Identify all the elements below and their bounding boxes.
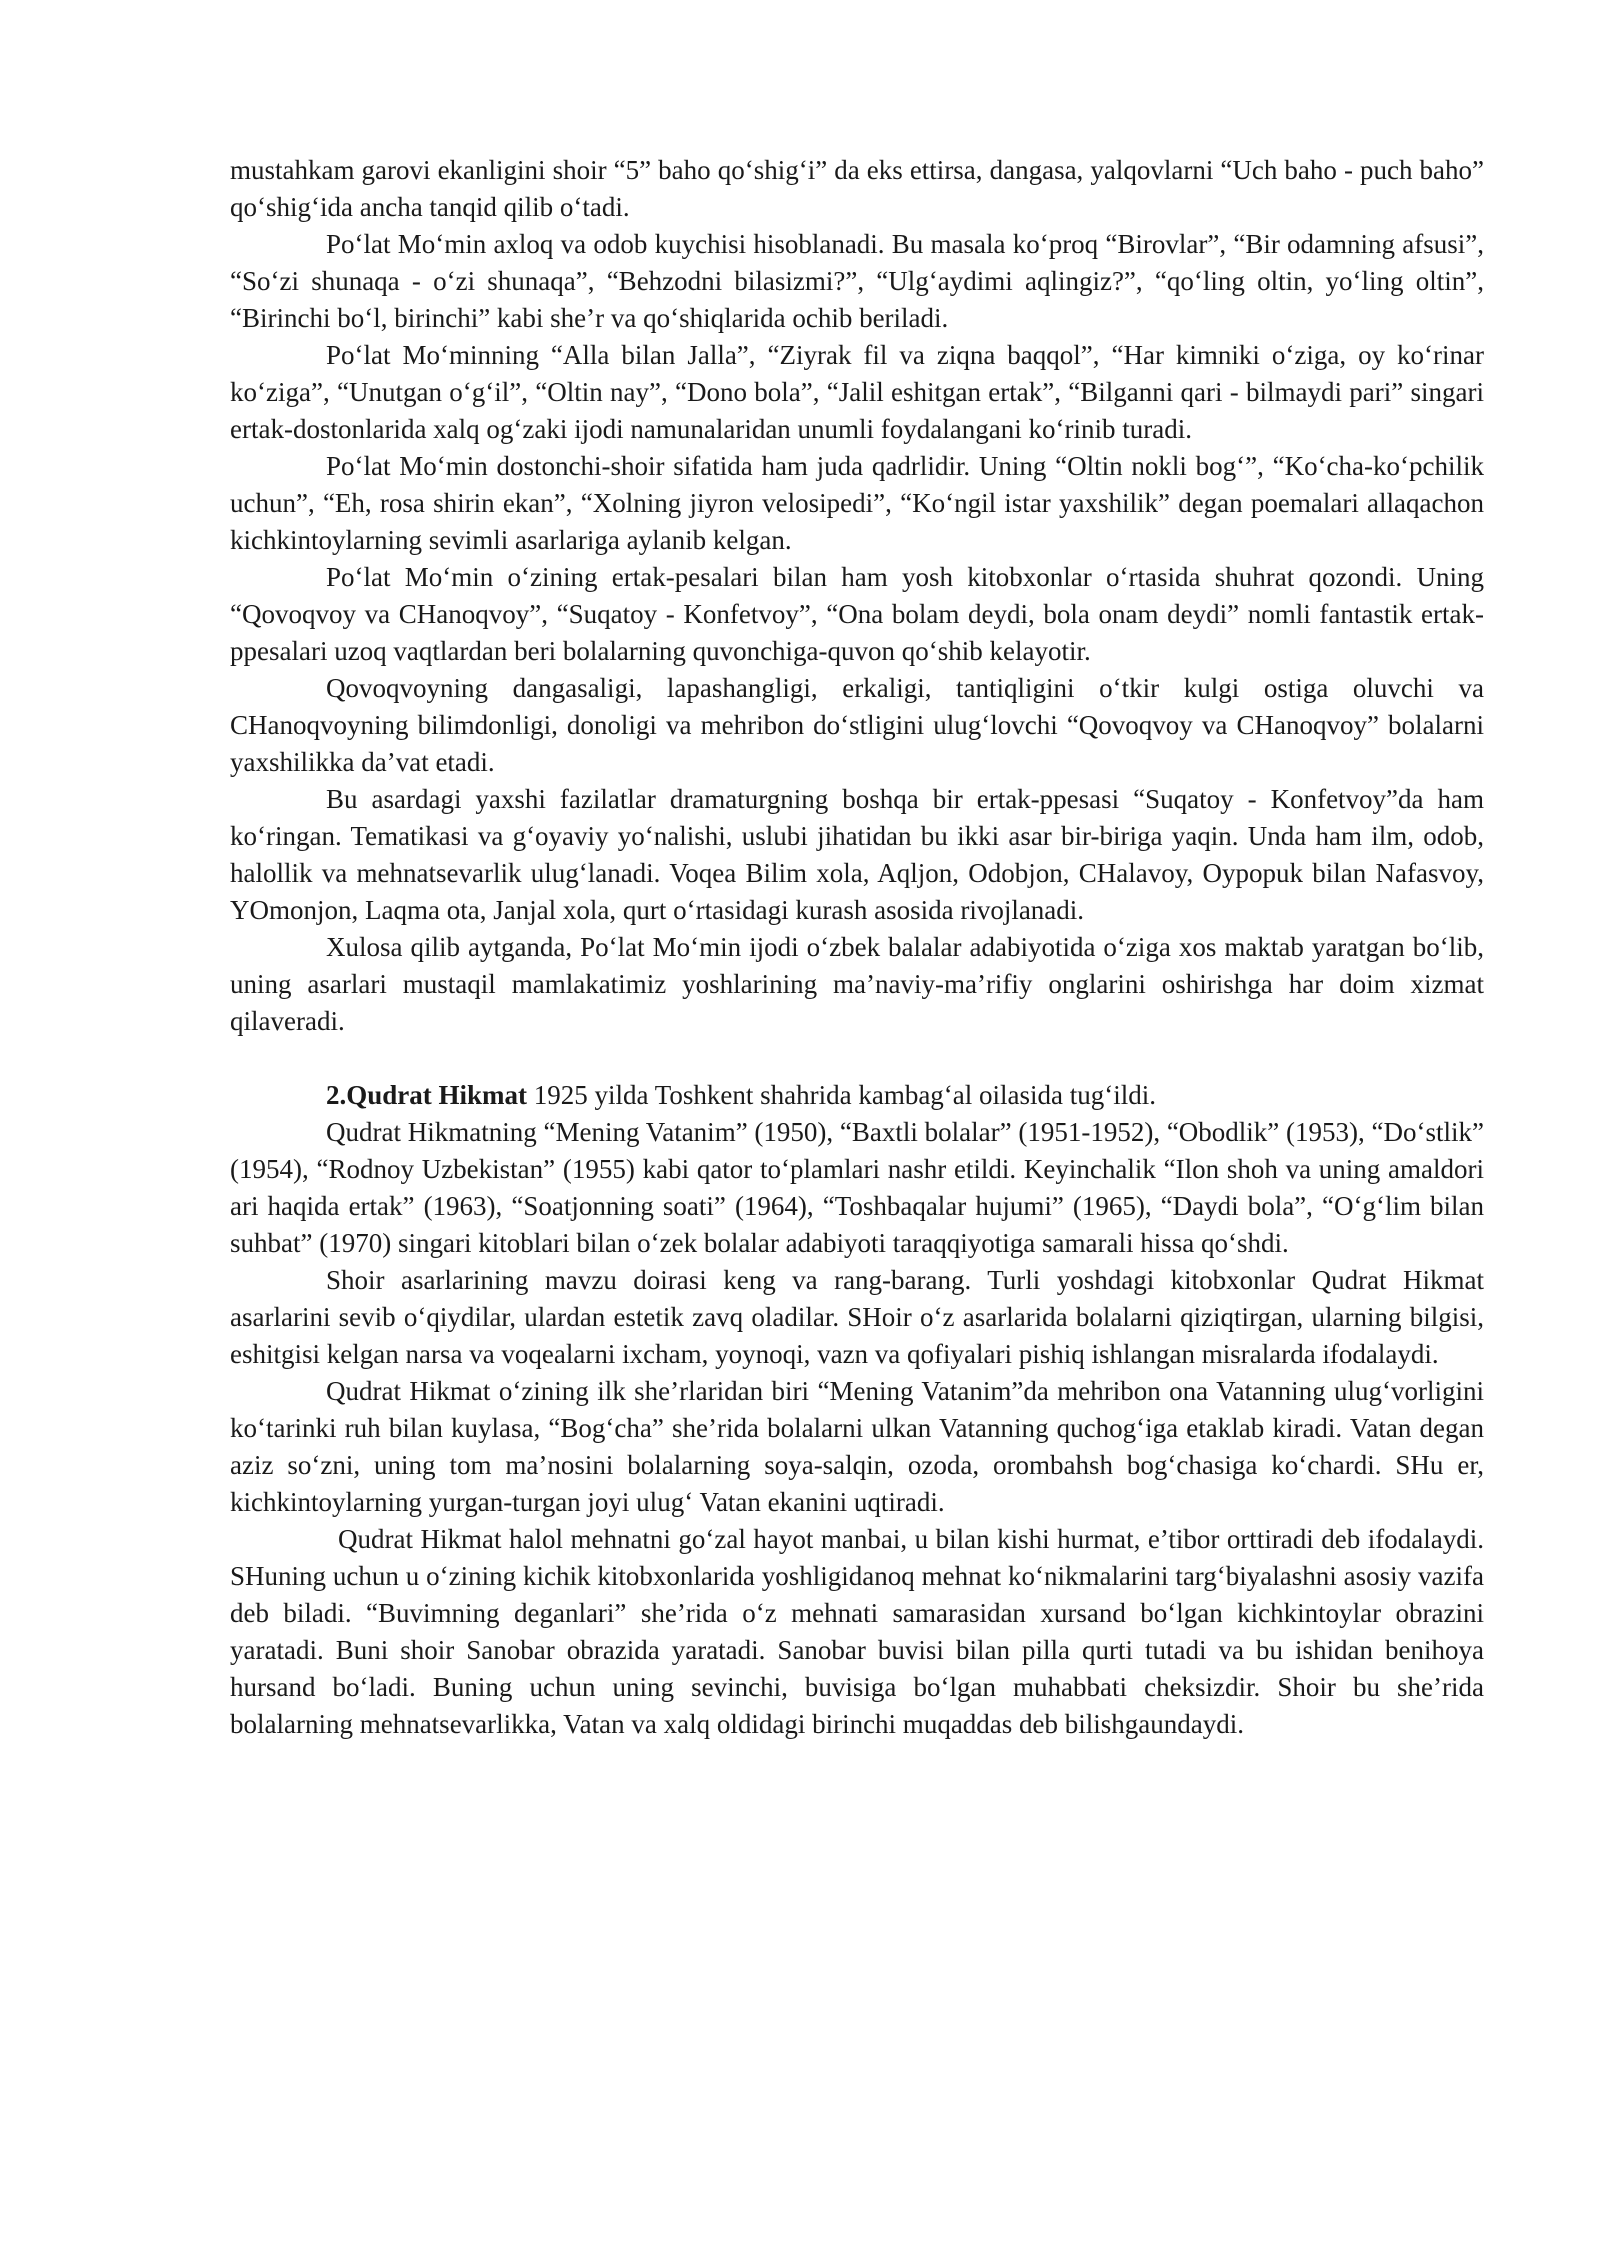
section-heading: 2.Qudrat Hikmat: [326, 1080, 528, 1110]
section-intro: [230, 1077, 1484, 1114]
paragraph: Po‘lat Mo‘min dostonchi-shoir sifatida ham juda qadrlidir. Uning “Oltin nokli bog‘”, “Ko‘cha-ko‘pchilik uchun”, “Eh, rosa shirin ekan”, “Xolning jiyron velosipedi”, “Ko‘ngil istar yaxshilik” degan poemalari allaqachon kichkintoylarning sevimli asarlariga aylanib kelgan.: [230, 451, 1484, 555]
paragraph: Xulosa qilib aytganda, Po‘lat Mo‘min ijodi o‘zbek balalar adabiyotida o‘ziga xos maktab yaratgan bo‘lib, uning asarlari mustaqil mamlakatimiz yoshlarining ma’naviy-ma’rifiy onglarini oshirishga har doim xizmat qilaveradi.: [230, 932, 1484, 1036]
document-page: [230, 152, 1484, 1743]
paragraph: Qudrat Hikmatning “Mening Vatanim” (1950), “Baxtli bolalar” (1951-1952), “Obodlik” (1953), “Do‘stlik” (1954), “Rodnoy Uzbekistan” (1955) kabi qator to‘plamlari nashr etildi. Keyinchalik “Ilon shoh va uning amaldori ari haqida ertak” (1963), “Soatjonning soati” (1964), “Toshbaqalar hujumi” (1965), “Daydi bola”, “O‘g‘lim bilan suhbat” (1970) singari kitoblari bilan o‘zek bolalar adabiyoti taraqqiyotiga samarali hissa qo‘shdi.: [230, 1117, 1484, 1258]
section-heading-rest: 1925 yilda Toshkent shahrida kambag‘al oilasida tug‘ildi.: [527, 1080, 1157, 1110]
paragraph: Po‘lat Mo‘minning “Alla bilan Jalla”, “Ziyrak fil va ziqna baqqol”, “Har kimniki o‘ziga, oy ko‘rinar ko‘ziga”, “Unutgan o‘g‘il”, “Oltin nay”, “Dono bola”, “Jalil eshitgan ertak”, “Bilganni qari - bilmaydi pari” singari ertak-dostonlarida xalq og‘zaki ijodi namunalaridan unumli foydalangani ko‘rinib turadi.: [230, 340, 1484, 444]
paragraph-continuation: mustahkam garovi ekanligini shoir “5” baho qo‘shig‘i” da eks ettirsa, dangasa, yalqovlarni “Uch baho - puch baho” qo‘shig‘ida ancha tanqid qilib o‘tadi.: [230, 155, 1484, 222]
paragraph: Po‘lat Mo‘min axloq va odob kuychisi hisoblanadi. Bu masala ko‘proq “Birovlar”, “Bir odamning afsusi”, “So‘zi shunaqa - o‘zi shunaqa”, “Behzodni bilasizmi?”, “Ulg‘aydimi aqlingiz?”, “qo‘ling oltin, yo‘ling oltin”, “Birinchi bo‘l, birinchi” kabi she’r va qo‘shiqlarida ochib beriladi.: [230, 229, 1484, 333]
paragraph: Qovoqvoyning dangasaligi, lapashangligi, erkaligi, tantiqligini o‘tkir kulgi ostiga oluvchi va CHanoqvoyning bilimdonligi, donoligi va mehribon do‘stligini ulug‘lovchi “Qovoqvoy va CHanoqvoy” bolalarni yaxshilikka da’vat etadi.: [230, 673, 1484, 777]
paragraph: Qudrat Hikmat o‘zining ilk she’rlaridan biri “Mening Vatanim”da mehribon ona Vatanning ulug‘vorligini ko‘tarinki ruh bilan kuylasa, “Bog‘cha” she’rida bolalarni ulkan Vatanning quchog‘iga etaklab kiradi. Vatan degan aziz so‘zni, uning tom ma’nosini bolalarning soya-salqin, ozoda, orombahsh bog‘chasiga ko‘chardi. SHu er, kichkintoylarning yurgan-turgan joyi ulug‘ Vatan ekanini uqtiradi.: [230, 1376, 1484, 1517]
paragraph: Shoir asarlarining mavzu doirasi keng va rang-barang. Turli yoshdagi kitobxonlar Qudrat Hikmat asarlarini sevib o‘qiydilar, ulardan estetik zavq oladilar. SHoir o‘z asarlarida bolalarni qiziqtirgan, ularning bilgisi, eshitgisi kelgan narsa va voqealarni ixcham, yoynoqi, vazn va qofiyalari pishiq ishlangan misralarda ifodalaydi.: [230, 1265, 1484, 1369]
paragraph: Qudrat Hikmat halol mehnatni go‘zal hayot manbai, u bilan kishi hurmat, e’tibor orttiradi deb ifodalaydi. SHuning uchun u o‘zining kichik kitobxonlarida yoshligidanoq mehnat ko‘nikmalarini targ‘biyalashni asosiy vazifa deb biladi. “Buvimning deganlari” she’rida o‘z mehnati samarasidan xursand bo‘lgan kichkintoylar obrazini yaratadi. Buni shoir Sanobar obrazida yaratadi. Sanobar buvisi bilan pilla qurti tutadi va bu ishidan benihoya hursand bo‘ladi. Buning uchun uning sevinchi, buvisiga bo‘lgan muhabbati cheksizdir. Shoir bu she’rida bolalarning mehnatsevarlikka, Vatan va xalq oldidagi birinchi muqaddas deb bilishgaundaydi.: [230, 1524, 1484, 1739]
paragraph: Po‘lat Mo‘min o‘zining ertak-pesalari bilan ham yosh kitobxonlar o‘rtasida shuhrat qozondi. Uning “Qovoqvoy va CHanoqvoy”, “Suqatoy - Konfetvoy”, “Ona bolam deydi, bola onam deydi” nomli fantastik ertak-ppesalari uzoq vaqtlardan beri bolalarning quvonchiga-quvon qo‘shib kelayotir.: [230, 562, 1484, 666]
paragraph: Bu asardagi yaxshi fazilatlar dramaturgning boshqa bir ertak-ppesasi “Suqatoy - Konfetvoy”da ham ko‘ringan. Tematikasi va g‘oyaviy yo‘nalishi, uslubi jihatidan bu ikki asar bir-biriga yaqin. Unda ham ilm, odob, halollik va mehnatsevarlik ulug‘lanadi. Voqea Bilim xola, Aqljon, Odobjon, CHalavoy, Oypopuk bilan Nafasvoy, YOmonjon, Laqma ota, Janjal xola, qurt o‘rtasidagi kurash asosida rivojlanadi.: [230, 784, 1484, 925]
